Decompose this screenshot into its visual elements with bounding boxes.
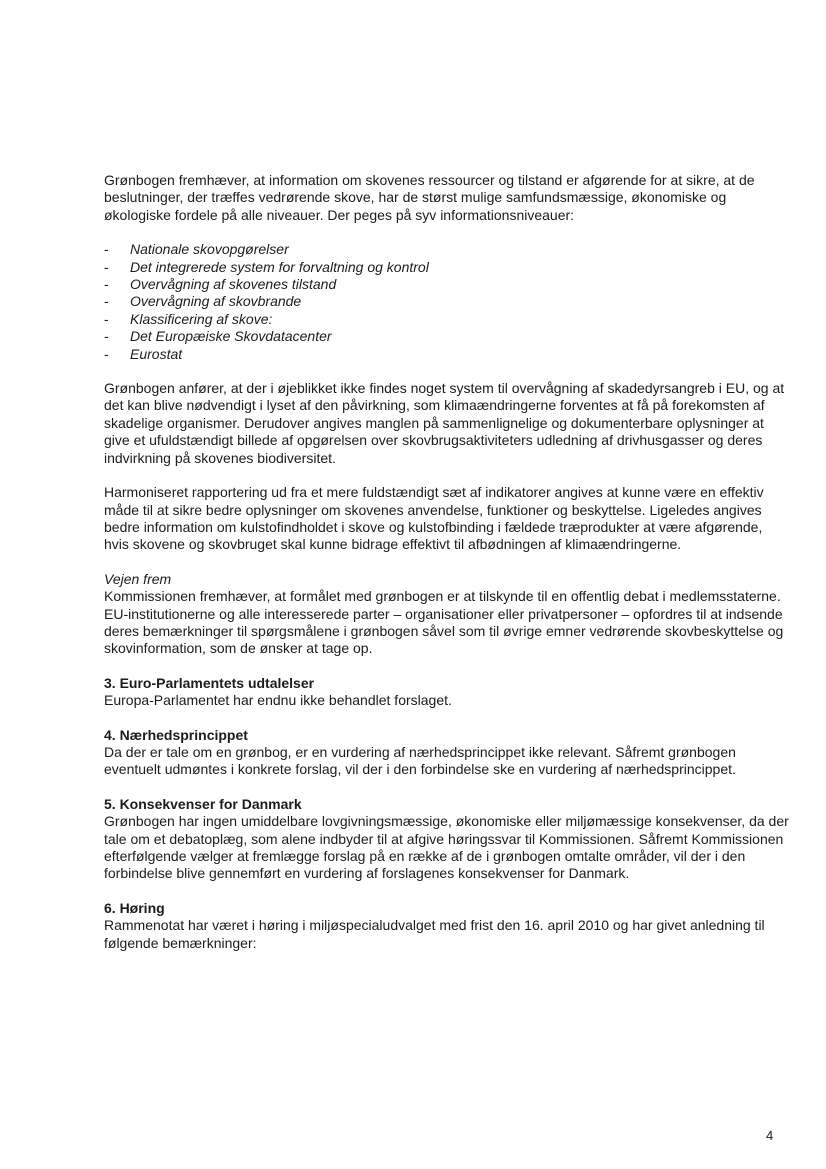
list-item: - Overvågning af skovbrande bbox=[104, 293, 302, 310]
section-text: Europa-Parlamentet har endnu ikke behandlet forslaget. bbox=[104, 692, 452, 709]
section-5 bbox=[104, 796, 790, 883]
list-item: - Eurostat bbox=[104, 345, 183, 362]
list-item: - Nationale skovopgørelser bbox=[104, 241, 289, 258]
list-item: - Det integrerede system for forvaltning og kontrol bbox=[104, 258, 429, 275]
section-text: Da der er tale om en grønbog, er en vurdering af nærhedsprincippet ikke relevant. Såfremt grønbogen eventuelt udmøntes i konkrete forslag, vil der i den forbindelse ske en vurdering af nærhedsprincippet. bbox=[104, 743, 736, 778]
section-text: Grønbogen har ingen umiddelbare lovgivningsmæssige, økonomiske eller miljømæssige konsekvenser, da der tale om et debatoplæg, som alene indbyder til at afgive høringssvar til Kommissionen. Såfremt Kommissionen efterfølgende vælger at fremlægge forslag på en række af de i grønbogen omtalte områder, vil der i den forbindelse blive gennemført en vurdering af forslagenes konsekvenser for Danmark. bbox=[104, 813, 789, 882]
list-bullet: - bbox=[104, 293, 109, 310]
section-heading: 3. Euro-Parlamentets udtalelser bbox=[104, 674, 315, 691]
reporting-paragraph: Harmoniseret rapportering ud fra et mere fuldstændigt sæt af indikatorer angives at kunne være en effektiv måde til at sikre bedre oplysninger om skovenes anvendelse, funktioner og beskyttelse. Ligeledes angives bedre information om kulstofindholdet i skove og kulstofbinding i fældede træprodukter at være afgørende, hvis skovene og skovbruget skal kunne bidrage effektivt til afbødningen af klimaændringerne. bbox=[104, 484, 764, 553]
information-levels-list bbox=[104, 241, 790, 363]
list-bullet: - bbox=[104, 258, 109, 275]
list-bullet: - bbox=[104, 345, 109, 362]
section-heading: 5. Konsekvenser for Danmark bbox=[104, 795, 302, 812]
way-forward-heading: Vejen frem bbox=[104, 570, 172, 587]
list-bullet: - bbox=[104, 241, 109, 258]
way-forward-section bbox=[104, 571, 790, 658]
list-item: - Det Europæiske Skovdatacenter bbox=[104, 328, 332, 345]
document-body bbox=[104, 172, 790, 952]
list-bullet: - bbox=[104, 310, 109, 327]
page-number: 4 bbox=[766, 1128, 774, 1143]
section-heading: 4. Nærhedsprincippet bbox=[104, 726, 248, 743]
section-6 bbox=[104, 900, 790, 952]
section-text: Rammenotat har været i høring i miljøspecialudvalget med frist den 16. april 2010 og har givet anledning til følgende bemærkninger: bbox=[104, 917, 765, 951]
intro-paragraph: Grønbogen fremhæver, at information om skovenes ressourcer og tilstand er afgørende for at sikre, at de beslutninger, der træffes vedrørende skove, har de størst mulige samfundsmæssige, økonomiske og økologiske fordele på alle niveauer. Der peges på syv informationsniveauer: bbox=[104, 172, 755, 223]
section-3 bbox=[104, 675, 790, 710]
section-4 bbox=[104, 727, 790, 779]
list-item: - Overvågning af skovenes tilstand bbox=[104, 276, 337, 293]
monitoring-paragraph: Grønbogen anfører, at der i øjeblikket ikke findes noget system til overvågning af skadedyrsangreb i EU, og at det kan blive nødvendigt i lyset af den påvirkning, som klimaændringerne forventes at få på forekomsten af skadelige organismer. Derudover angives manglen på sammenlignelige og dokumenterbare oplysninger at give et ufuldstændigt billede af opgørelsen over skovbrugsaktiviteters udledning af drivhusgasser og deres indvirkning på skovenes biodiversitet. bbox=[104, 380, 785, 466]
way-forward-text: Kommissionen fremhæver, at formålet med grønbogen er at tilskynde til en offentlig debat i medlemsstaterne. EU-institutionerne og alle interesserede parter – organisationer eller privatpersoner – opfordres til at indsende deres bemærkninger til spørgsmålene i grønbogen såvel som til øvrige emner vedrørende skovbeskyttelse og skovinformation, som de ønsker at tage op. bbox=[104, 588, 784, 657]
list-bullet: - bbox=[104, 276, 109, 293]
list-bullet: - bbox=[104, 328, 109, 345]
section-heading: 6. Høring bbox=[104, 899, 165, 916]
list-item: - Klassificering af skove: bbox=[104, 310, 273, 327]
